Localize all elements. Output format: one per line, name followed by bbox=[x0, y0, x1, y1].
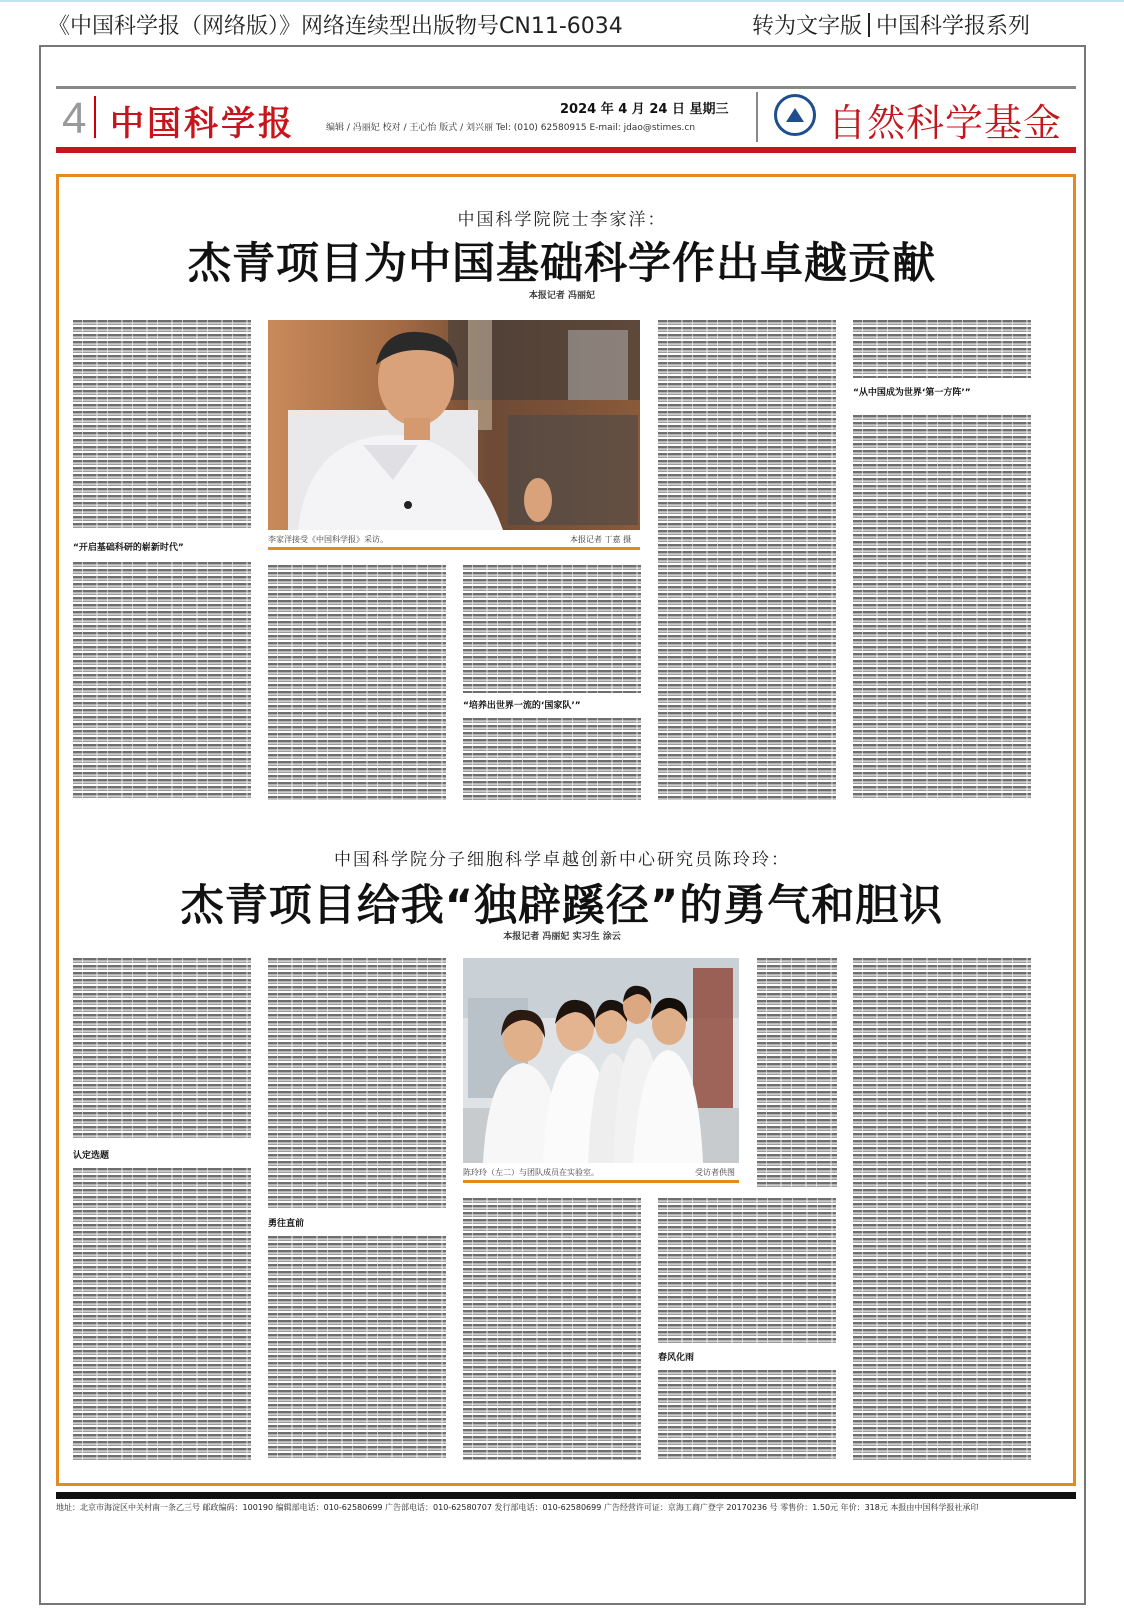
article1-subhead: “开启基础科研的崭新时代” bbox=[73, 540, 184, 553]
article2-photo-caption: 陈玲玲（左二）与团队成员在实验室。 bbox=[463, 1168, 599, 1177]
researchers-group bbox=[483, 986, 703, 1163]
masthead-divider bbox=[756, 92, 758, 142]
article2-text-column bbox=[853, 958, 1031, 1460]
article1-subhead: “从中国成为世界‘第一方阵’” bbox=[853, 385, 971, 398]
article2-subhead: 认定选题 bbox=[73, 1148, 109, 1161]
article2-photo bbox=[463, 958, 739, 1163]
article2-text-column bbox=[658, 1198, 836, 1343]
article1-text-column bbox=[268, 565, 446, 800]
page-number-divider bbox=[94, 96, 96, 138]
editor-info: 编辑 / 冯丽妃 校对 / 王心怡 版式 / 刘兴丽 Tel: (010) 62580915 E-mail: jdao@stimes.cn bbox=[326, 123, 696, 133]
page-number: 4 bbox=[62, 94, 87, 143]
section-title: 自然科学基金 bbox=[828, 101, 1063, 145]
publication-label: 《中国科学报（网络版）》网络连续型出版物号CN11-6034 bbox=[48, 14, 623, 39]
nsfc-emblem-icon bbox=[774, 94, 816, 136]
article1-text-column bbox=[463, 718, 641, 800]
caption-rule bbox=[463, 1180, 739, 1183]
article1-text-column bbox=[853, 320, 1031, 378]
article1-text-column bbox=[73, 562, 251, 800]
newspaper-logo: 中国科学报 bbox=[110, 104, 295, 144]
caption-rule bbox=[268, 547, 640, 550]
article2-byline: 本报记者 冯丽妃 实习生 涂云 bbox=[503, 932, 621, 942]
masthead-red-rule bbox=[56, 147, 1076, 153]
article2-text-column bbox=[73, 958, 251, 1138]
top-links bbox=[752, 9, 1030, 40]
article2-text-column bbox=[463, 1198, 641, 1460]
masthead-top-rule bbox=[56, 86, 1076, 89]
article2-headline[interactable]: 杰青项目给我“独辟蹊径”的勇气和胆识 bbox=[180, 881, 944, 931]
article2-text-column bbox=[73, 1168, 251, 1460]
article2-photo-credit: 受访者供图 bbox=[695, 1168, 735, 1177]
article2-kicker: 中国科学院分子细胞科学卓越创新中心研究员陈玲玲： bbox=[334, 850, 790, 870]
article2-text-column bbox=[757, 958, 837, 1188]
article2-text-column bbox=[268, 1236, 446, 1460]
article1-photo-credit: 本报记者 丁嘉 摄 bbox=[570, 535, 632, 544]
article2-subhead: 春风化雨 bbox=[658, 1350, 694, 1363]
article1-byline: 本报记者 冯丽妃 bbox=[528, 291, 596, 301]
article1-photo bbox=[268, 320, 640, 530]
masthead bbox=[56, 90, 1076, 146]
issue-date: 2024 年 4 月 24 日 星期三 bbox=[560, 102, 729, 117]
article1-text-column bbox=[73, 320, 251, 530]
article1-text-column bbox=[658, 320, 836, 800]
article1-headline[interactable]: 杰青项目为中国基础科学作出卓越贡献 bbox=[188, 239, 936, 289]
portrait-illustration bbox=[268, 320, 640, 530]
article2-text-column bbox=[268, 958, 446, 1208]
article1-kicker: 中国科学院院士李家洋： bbox=[457, 210, 667, 230]
article2-subhead: 勇往直前 bbox=[268, 1216, 304, 1229]
link-separator bbox=[868, 13, 870, 37]
footer-rule bbox=[56, 1492, 1076, 1499]
article1-subhead: “培养出世界一流的‘国家队’” bbox=[463, 698, 581, 711]
footer-imprint: 地址：北京市海淀区中关村南一条乙三号 邮政编码：100190 编辑部电话：010-62580699 广告部电话：010-62580707 发行部电话：010-62580699 广告经营许可证：京海工商广登字 20170236 号 零售价：1.50元 年价：318元 本报由中国科学报社承印 bbox=[56, 1503, 979, 1512]
article1-text-column bbox=[463, 565, 641, 693]
article1-photo-caption: 李家洋接受《中国科学报》采访。 bbox=[268, 535, 388, 544]
text-version-link[interactable]: 转为文字版 bbox=[752, 14, 863, 39]
article2-text-column bbox=[658, 1370, 836, 1460]
top-bar bbox=[0, 2, 1124, 42]
article1-text-column bbox=[853, 415, 1031, 800]
newspaper-series-link[interactable]: 中国科学报系列 bbox=[876, 14, 1031, 39]
lab-team-illustration bbox=[463, 958, 739, 1163]
